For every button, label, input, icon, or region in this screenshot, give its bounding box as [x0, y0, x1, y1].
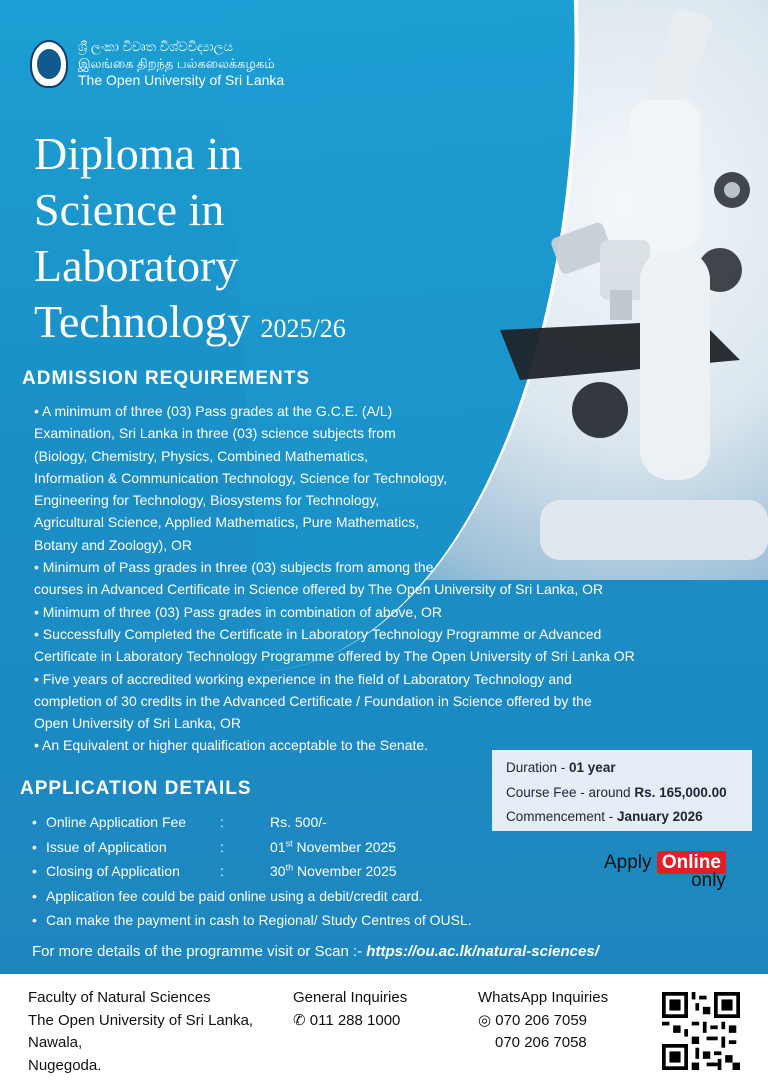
- commencement-value: January 2026: [617, 809, 703, 824]
- faculty-line-2: The Open University of Sri Lanka,: [28, 1011, 254, 1029]
- issue-label-text: Issue of Application: [46, 838, 167, 855]
- title-line-2: Science in: [34, 184, 225, 235]
- closing-label-text: Closing of Application: [46, 863, 180, 879]
- general-inquiries-label: General Inquiries: [293, 989, 408, 1006]
- application-heading: APPLICATION DETAILS: [20, 778, 252, 799]
- requirement-line: • A minimum of three (03) Pass grades at the G.C.E. (A/L): [34, 403, 393, 419]
- bullet-icon: •: [32, 912, 37, 928]
- payment-note-2-text: Can make the payment in cash to Regional/ Study Centres of OUSL.: [46, 912, 472, 928]
- bullet-icon: •: [32, 838, 37, 855]
- requirement-line: Botany and Zoology), OR: [34, 536, 192, 553]
- apply-only-label: only: [691, 870, 726, 891]
- logo-tamil: இலங்கை திறந்த பல்கலைக்கழகம்: [78, 56, 275, 71]
- issue-day: 01: [270, 838, 286, 855]
- general-phone[interactable]: 011 288 1000: [309, 1011, 401, 1029]
- bullet-icon: •: [32, 814, 37, 830]
- closing-day: 30: [270, 863, 286, 879]
- phone-icon: ✆: [293, 1011, 306, 1029]
- whatsapp-inquiries: [478, 987, 608, 1055]
- title-line-4: [34, 294, 346, 357]
- whatsapp-phone-row: [478, 1010, 608, 1033]
- fee-label: [32, 810, 220, 835]
- admission-heading: ADMISSION REQUIREMENTS: [22, 368, 311, 389]
- course-fee-value: Rs. 165,000.00: [634, 784, 727, 800]
- issue-label: [32, 835, 220, 860]
- colon: :: [220, 838, 224, 855]
- title-line-4-text: Technology: [34, 296, 251, 347]
- course-fee-label: Course Fee - around: [506, 784, 635, 800]
- requirement-line: • An Equivalent or higher qualification acceptable to the Senate.: [34, 737, 429, 754]
- issue-rest: November 2025: [292, 838, 397, 855]
- requirement-line: Examination, Sri Lanka in three (03) science subjects from: [34, 425, 396, 442]
- bullet-icon: •: [32, 887, 37, 904]
- duration-label: Duration -: [506, 760, 570, 775]
- payment-note-1: [32, 884, 552, 909]
- issue-row: [32, 835, 552, 860]
- issue-sup: st: [285, 837, 293, 848]
- admission-requirements: [34, 400, 714, 757]
- duration-row: [506, 756, 738, 781]
- colon: :: [220, 863, 224, 879]
- apply-online-label: Online: [657, 851, 726, 874]
- requirement-line: Engineering for Technology, Biosystems for Technology,: [34, 492, 380, 509]
- faculty-address: [28, 987, 253, 1077]
- apply-word: Apply: [604, 852, 652, 873]
- colon: :: [220, 814, 224, 830]
- footer: [0, 974, 768, 1086]
- fee-label-text: Online Application Fee: [46, 814, 187, 830]
- requirement-line: Agricultural Science, Applied Mathematics, Pure Mathematics,: [34, 514, 420, 531]
- duration-value: 01 year: [569, 760, 616, 775]
- whatsapp-phone-1[interactable]: 070 206 7059: [495, 1011, 588, 1029]
- requirement-line: • Minimum of three (03) Pass grades in combination of above, OR: [34, 603, 442, 620]
- issue-value: [270, 835, 396, 860]
- requirement-line: • Five years of accredited working experience in the field of Laboratory Technology and: [34, 670, 572, 687]
- general-inquiries: [293, 987, 407, 1032]
- fee-row: [32, 810, 552, 835]
- whatsapp-phone-row-2: [478, 1032, 608, 1055]
- ousl-emblem-icon: [30, 40, 68, 88]
- payment-note-2: [32, 908, 552, 933]
- title-year: 2025/26: [260, 314, 346, 343]
- requirement-line: courses in Advanced Certificate in Science offered by The Open University of Sri Lanka, OR: [34, 581, 604, 598]
- whatsapp-phone-2[interactable]: 070 206 7058: [495, 1034, 587, 1051]
- fee-value: Rs. 500/-: [270, 814, 327, 830]
- requirement-line: completion of 30 credits in the Advanced Certificate / Foundation in Science offered by the: [34, 692, 592, 709]
- whatsapp-label: WhatsApp Inquiries: [478, 989, 609, 1006]
- requirement-line: (Biology, Chemistry, Physics, Combined Mathematics,: [34, 447, 369, 464]
- closing-rest: November 2025: [293, 863, 397, 879]
- closing-value: [270, 859, 397, 884]
- more-details: [32, 943, 599, 960]
- bullet-icon: •: [32, 863, 37, 879]
- course-fee-row: [506, 781, 738, 806]
- requirement-line: Certificate in Laboratory Technology Programme offered by The Open University of Sri Lanka OR: [34, 648, 635, 665]
- requirement-line: Open University of Sri Lanka, OR: [34, 715, 241, 732]
- logo-english: The Open University of Sri Lanka: [78, 72, 285, 88]
- faculty-line-1: Faculty of Natural Sciences: [28, 989, 211, 1006]
- payment-note-1-text: Application fee could be paid online using a debit/credit card.: [46, 887, 423, 904]
- title-line-3: Laboratory: [34, 240, 239, 291]
- closing-sup: th: [285, 862, 294, 873]
- closing-row: [32, 859, 552, 884]
- whatsapp-icon: ◎: [478, 1011, 492, 1029]
- programme-url-link[interactable]: https://ou.ac.lk/natural-sciences/: [366, 943, 599, 960]
- more-details-text: For more details of the programme visit or Scan :-: [32, 943, 367, 960]
- qr-code-icon[interactable]: [662, 992, 740, 1070]
- title-line-1: Diploma in: [34, 128, 243, 179]
- faculty-line-3: Nawala,: [28, 1034, 83, 1051]
- closing-label: [32, 859, 220, 884]
- university-logo: [30, 38, 284, 89]
- apply-online-badge: [604, 852, 726, 892]
- commencement-label: Commencement -: [506, 809, 618, 824]
- requirement-line: Information & Communication Technology, Science for Technology,: [34, 469, 447, 486]
- requirement-line: • Successfully Completed the Certificate in Laboratory Technology Programme or Advanced: [34, 625, 602, 642]
- application-details: [32, 810, 552, 933]
- faculty-line-4: Nugegoda.: [28, 1056, 102, 1074]
- general-phone-row: [293, 1010, 407, 1033]
- page-title: [34, 126, 346, 357]
- logo-sinhala: ශ්‍රී ලංකා විවෘත විශ්වවිද්‍යාලය: [78, 39, 233, 54]
- logo-text: [78, 38, 284, 89]
- requirement-line: • Minimum of Pass grades in three (03) subjects from among the: [34, 559, 434, 576]
